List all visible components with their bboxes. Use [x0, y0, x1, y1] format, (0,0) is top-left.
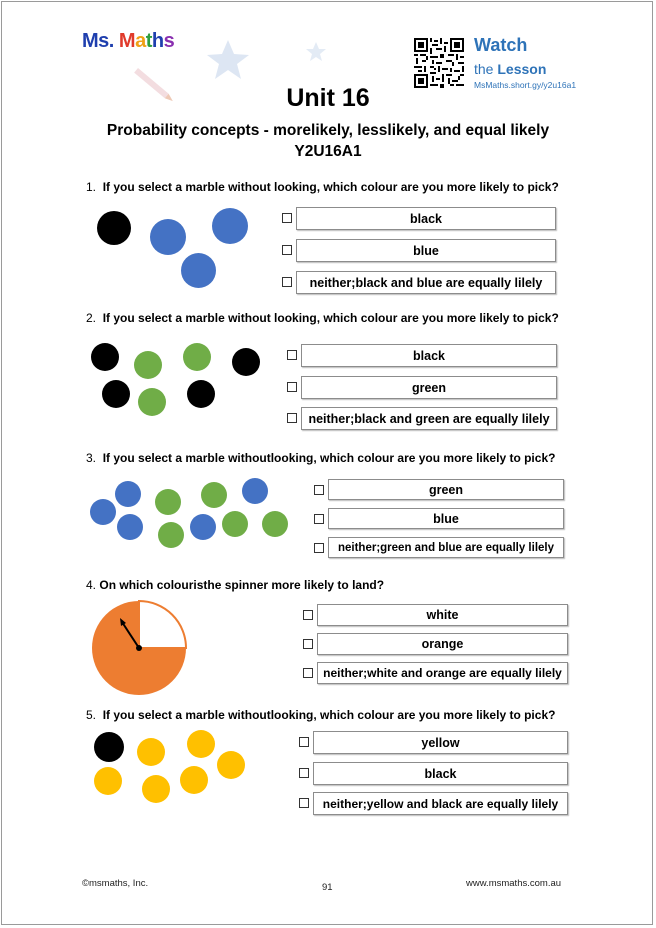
marble-black	[97, 211, 131, 245]
checkbox[interactable]	[287, 350, 297, 360]
question-text: On which colouristhe spinner more likely to land?	[99, 578, 385, 592]
question-4	[86, 578, 384, 592]
checkbox[interactable]	[299, 798, 309, 808]
question-3	[86, 451, 555, 465]
option-black[interactable]: black	[296, 207, 556, 230]
question-text: If you select a marble without looking, which colour are you more likely to pick?	[102, 311, 559, 325]
option-black[interactable]: black	[313, 762, 568, 785]
option-yellow[interactable]: yellow	[313, 731, 568, 754]
marble-green	[222, 511, 248, 537]
marble-blue	[90, 499, 116, 525]
marble-blue	[212, 208, 248, 244]
marble-green	[201, 482, 227, 508]
lesson-link[interactable]: MsMaths.short.gy/y2u16a1	[474, 80, 577, 90]
marble-yellow	[94, 767, 122, 795]
checkbox[interactable]	[303, 668, 313, 678]
page-title: Unit 16	[286, 84, 370, 112]
option-equally-likely[interactable]: neither;black and blue are equally lilely	[296, 271, 556, 294]
marble-green	[262, 511, 288, 537]
question-1	[86, 180, 559, 194]
question-number: 1.	[86, 180, 97, 194]
option-green[interactable]: green	[328, 479, 564, 500]
checkbox[interactable]	[282, 245, 292, 255]
footer-website[interactable]: www.msmaths.com.au	[466, 878, 562, 889]
option-orange[interactable]: orange	[317, 633, 568, 655]
checkbox[interactable]	[282, 277, 292, 287]
checkbox[interactable]	[314, 485, 324, 495]
marble-green	[158, 522, 184, 548]
checkbox[interactable]	[287, 413, 297, 423]
checkbox[interactable]	[299, 737, 309, 747]
marble-blue	[242, 478, 268, 504]
marble-yellow	[142, 775, 170, 803]
marble-yellow	[187, 730, 215, 758]
marble-black	[187, 380, 215, 408]
marble-yellow	[217, 751, 245, 779]
marble-green	[134, 351, 162, 379]
marble-yellow	[137, 738, 165, 766]
question-number: 4.	[86, 578, 97, 592]
marble-blue	[150, 219, 186, 255]
checkbox[interactable]	[303, 639, 313, 649]
qr-code-icon[interactable]	[414, 38, 464, 88]
marble-green	[183, 343, 211, 371]
question-text: If you select a marble without looking, which colour are you more likely to pick?	[102, 180, 559, 194]
marble-blue	[117, 514, 143, 540]
subtitle-text: Probability concepts - morelikely, lesslikely, and equal likely	[106, 122, 550, 139]
question-text: If you select a marble withoutlooking, which colour are you more likely to pick?	[102, 451, 556, 465]
ms-maths-logo: Ms. Maths	[82, 30, 175, 52]
marble-blue	[181, 253, 216, 288]
marble-black	[94, 732, 124, 762]
option-equally-likely[interactable]: neither;yellow and black are equally lilely	[313, 792, 568, 815]
question-5	[86, 708, 555, 722]
checkbox[interactable]	[287, 382, 297, 392]
checkbox[interactable]	[314, 543, 324, 553]
worksheet-code: Y2U16A1	[294, 143, 362, 160]
question-number: 2.	[86, 311, 97, 325]
marble-yellow	[180, 766, 208, 794]
footer-copyright: ©msmaths, Inc.	[82, 878, 149, 889]
spinner	[90, 600, 190, 700]
question-number: 5.	[86, 708, 97, 722]
marble-green	[155, 489, 181, 515]
marble-black	[232, 348, 260, 376]
marble-blue	[115, 481, 141, 507]
question-2	[86, 311, 559, 325]
spinner-white-section	[139, 601, 186, 648]
option-black[interactable]: black	[301, 344, 557, 367]
checkbox[interactable]	[299, 768, 309, 778]
marble-blue	[190, 514, 216, 540]
watch-label: Watch	[474, 35, 528, 55]
marble-black	[91, 343, 119, 371]
option-equally-likely[interactable]: neither;green and blue are equally lilely	[328, 537, 564, 558]
question-text: If you select a marble withoutlooking, which colour are you more likely to pick?	[102, 708, 556, 722]
page-number: 91	[322, 882, 333, 893]
marble-green	[138, 388, 166, 416]
option-white[interactable]: white	[317, 604, 568, 626]
the-lesson-label: the Lesson	[474, 61, 547, 77]
checkbox[interactable]	[314, 514, 324, 524]
question-number: 3.	[86, 451, 97, 465]
checkbox[interactable]	[303, 610, 313, 620]
option-blue[interactable]: blue	[296, 239, 556, 262]
option-equally-likely[interactable]: neither;black and green are equally lilely	[301, 407, 557, 430]
option-equally-likely[interactable]: neither;white and orange are equally lilely	[317, 662, 568, 684]
spinner-center	[136, 645, 142, 651]
marble-black	[102, 380, 130, 408]
option-green[interactable]: green	[301, 376, 557, 399]
page-subtitle	[0, 120, 656, 162]
checkbox[interactable]	[282, 213, 292, 223]
option-blue[interactable]: blue	[328, 508, 564, 529]
